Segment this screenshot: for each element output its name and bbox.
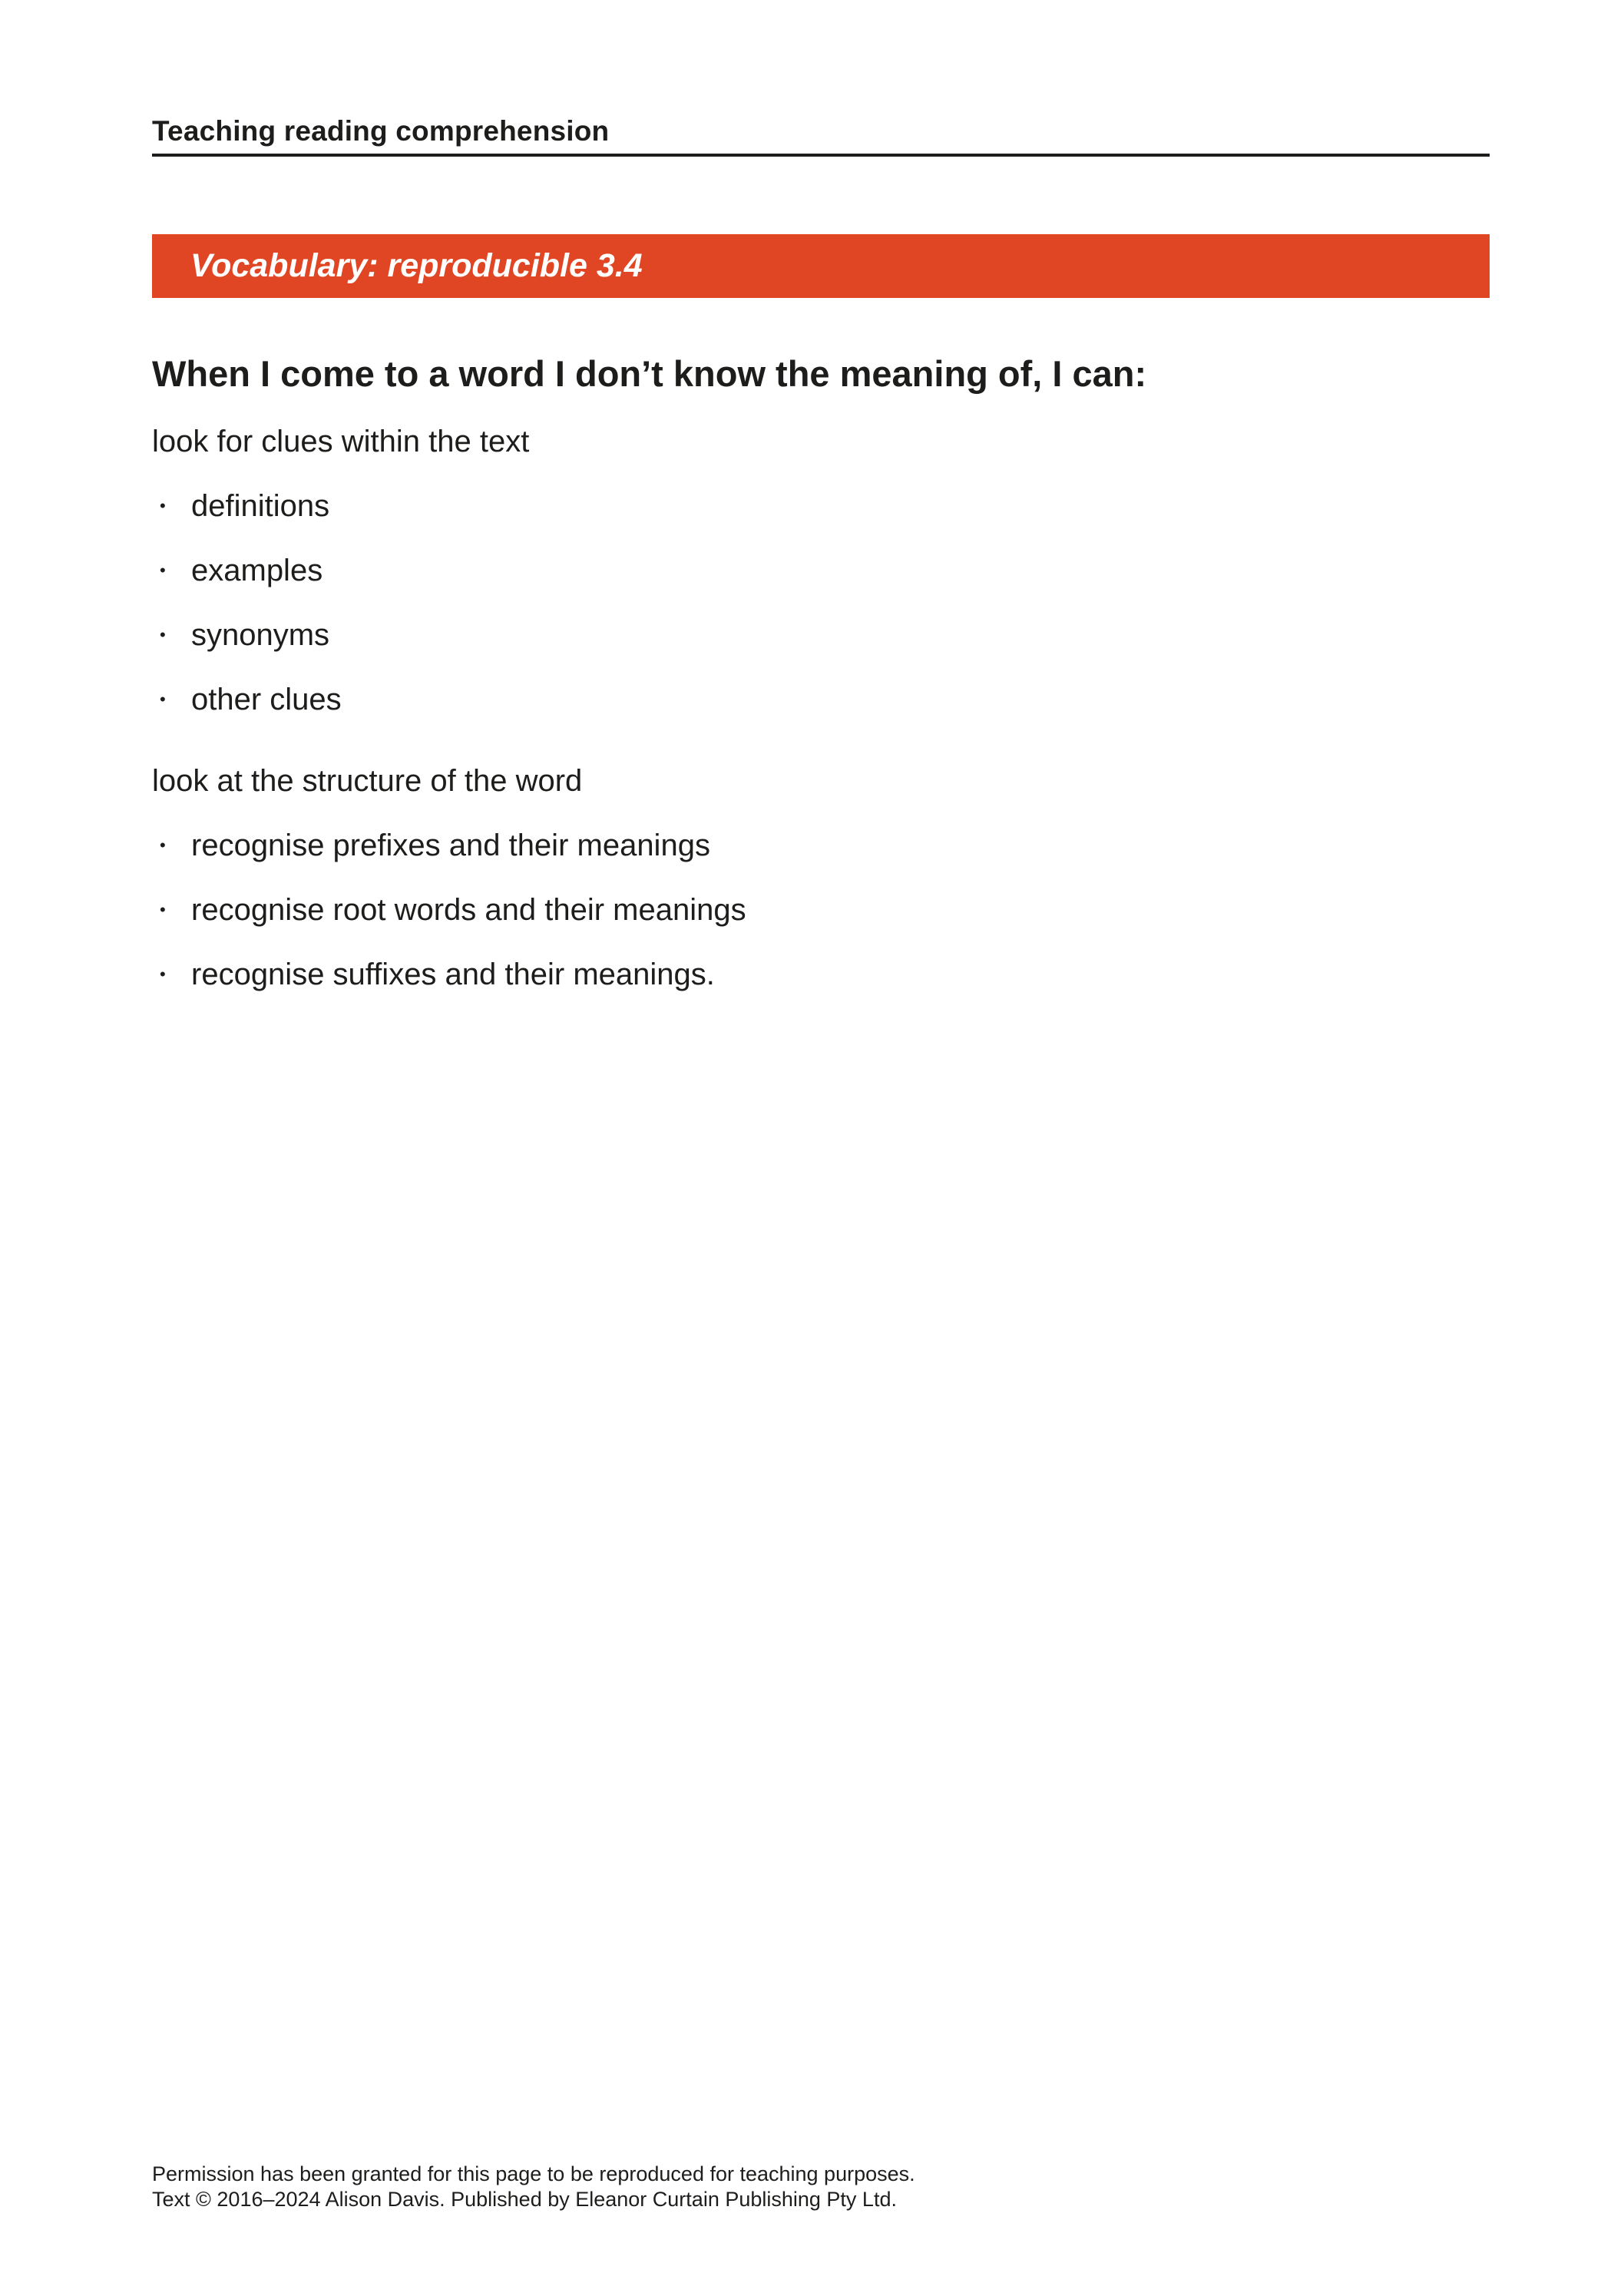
running-head	[152, 114, 1490, 157]
page-heading: When I come to a word I don’t know the meaning of, I can:	[152, 353, 1147, 394]
bullet-icon: •	[160, 900, 166, 919]
section-lead-word-structure: look at the structure of the word	[152, 764, 583, 798]
bullet-icon: •	[160, 964, 166, 984]
list-item-text: definitions	[191, 489, 330, 523]
running-head-title: Teaching reading comprehension	[152, 115, 610, 147]
list-item-text: synonyms	[191, 618, 330, 652]
banner-title: Vocabulary: reproducible 3.4	[190, 247, 643, 284]
bullet-icon: •	[160, 496, 166, 515]
document-page	[152, 0, 1490, 2296]
footer-permission-line: Permission has been granted for this page to be reproduced for teaching purposes.	[152, 2162, 915, 2185]
bullet-icon: •	[160, 690, 166, 709]
footer-copyright-line: Text © 2016–2024 Alison Davis. Published by Eleanor Curtain Publishing Pty Ltd.	[152, 2188, 897, 2211]
list-item-text: recognise root words and their meanings	[191, 893, 746, 927]
list-item-text: recognise prefixes and their meanings	[191, 829, 710, 862]
section-lead-context-clues: look for clues within the text	[152, 425, 530, 458]
copyright-footer	[152, 2162, 915, 2212]
bullet-icon: •	[160, 835, 166, 855]
bullet-icon: •	[160, 561, 166, 580]
bullet-icon: •	[160, 625, 166, 644]
reproducible-banner	[152, 234, 1490, 298]
list-item-text: other clues	[191, 683, 342, 716]
list-item-text: recognise suffixes and their meanings.	[191, 958, 715, 991]
list-item-text: examples	[191, 554, 323, 587]
